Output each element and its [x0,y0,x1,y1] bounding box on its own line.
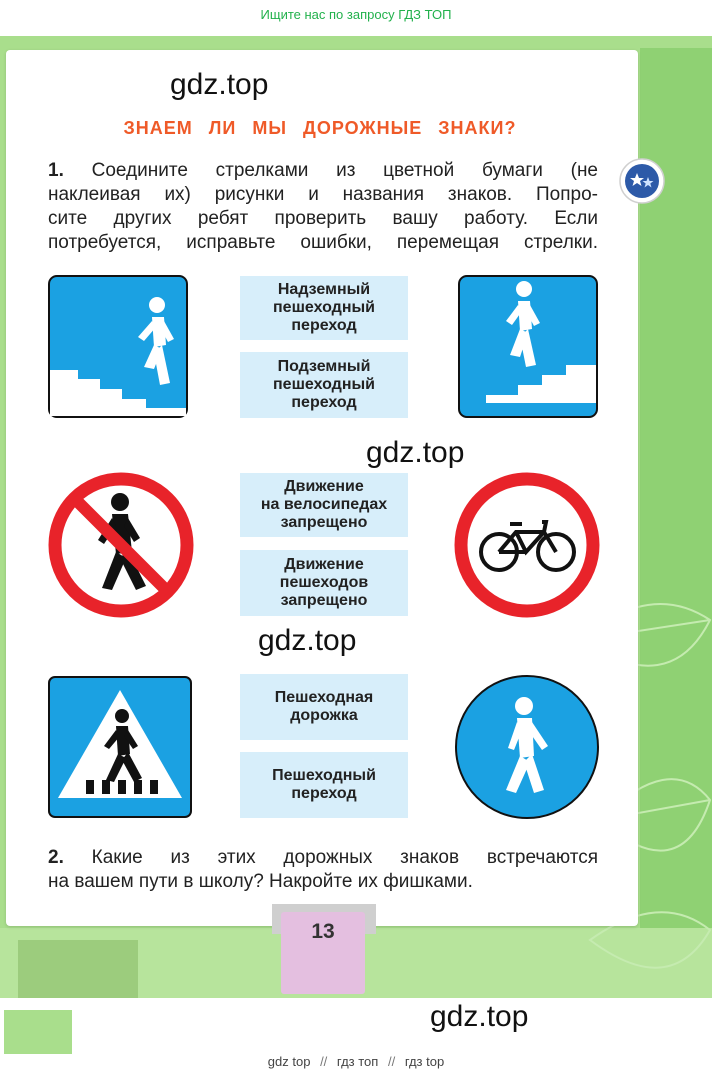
pedestrian-crossing-sign [48,676,192,818]
footer-links [0,1054,712,1069]
footer-separator: // [387,1054,396,1069]
no-pedestrians-sign [48,472,194,618]
no-bicycles-sign [454,472,600,618]
sign-label[interactable]: Подземный пешеходный переход [240,352,408,418]
task-1-text [48,159,598,255]
star-badge-icon [618,157,666,205]
sign-label[interactable]: Пешеходная дорожка [240,674,408,740]
task-2-line: Какие из этих дорожных знаков встречаются [91,847,598,868]
task-1-line: Соедините стрелками из цветной бумаги (не [91,160,598,181]
task-2-line: на вашем пути в школу? Накройте их фишками. [48,871,473,892]
watermark: gdz.top [366,436,465,469]
sign-label[interactable]: Надземный пешеходный переход [240,276,408,340]
overground-crossing-sign [48,275,188,418]
task-1-number: 1. [48,160,64,181]
watermark: gdz.top [258,624,357,657]
watermark: gdz.top [170,68,269,101]
green-patch [18,940,138,998]
underground-crossing-sign [458,275,598,418]
next-page-green [4,1010,72,1054]
footer-link-gdz-top[interactable]: gdz top [267,1054,311,1069]
task-2-text [48,846,598,894]
page-heading: ЗНАЕМ ЛИ МЫ ДОРОЖНЫЕ ЗНАКИ? [123,118,517,138]
pedestrian-path-sign [454,674,600,820]
search-banner[interactable]: Ищите нас по запросу ГДЗ ТОП [260,7,452,22]
footer-link-gdz-top-ru[interactable]: гдз топ [336,1054,379,1069]
watermark: gdz.top [430,1000,529,1033]
sign-label[interactable]: Движение на велосипедах запрещено [240,473,408,537]
next-page [4,1010,708,1054]
task-1-line: наклеивая их) рисунки и названия знаков. Попро- [48,184,598,205]
footer-separator: // [320,1054,328,1069]
task-1-line: потребуется, исправьте ошибки, перемещая стрелки. [48,232,598,253]
sign-label[interactable]: Движение пешеходов запрещено [240,550,408,616]
page-number: 13 [281,912,365,994]
sign-label[interactable]: Пешеходный переход [240,752,408,818]
task-2-number: 2. [48,847,64,868]
task-1-line: сите других ребят проверить вашу работу. Если [48,208,598,229]
footer-link-gdz-top-mixed[interactable]: гдз top [404,1054,445,1069]
